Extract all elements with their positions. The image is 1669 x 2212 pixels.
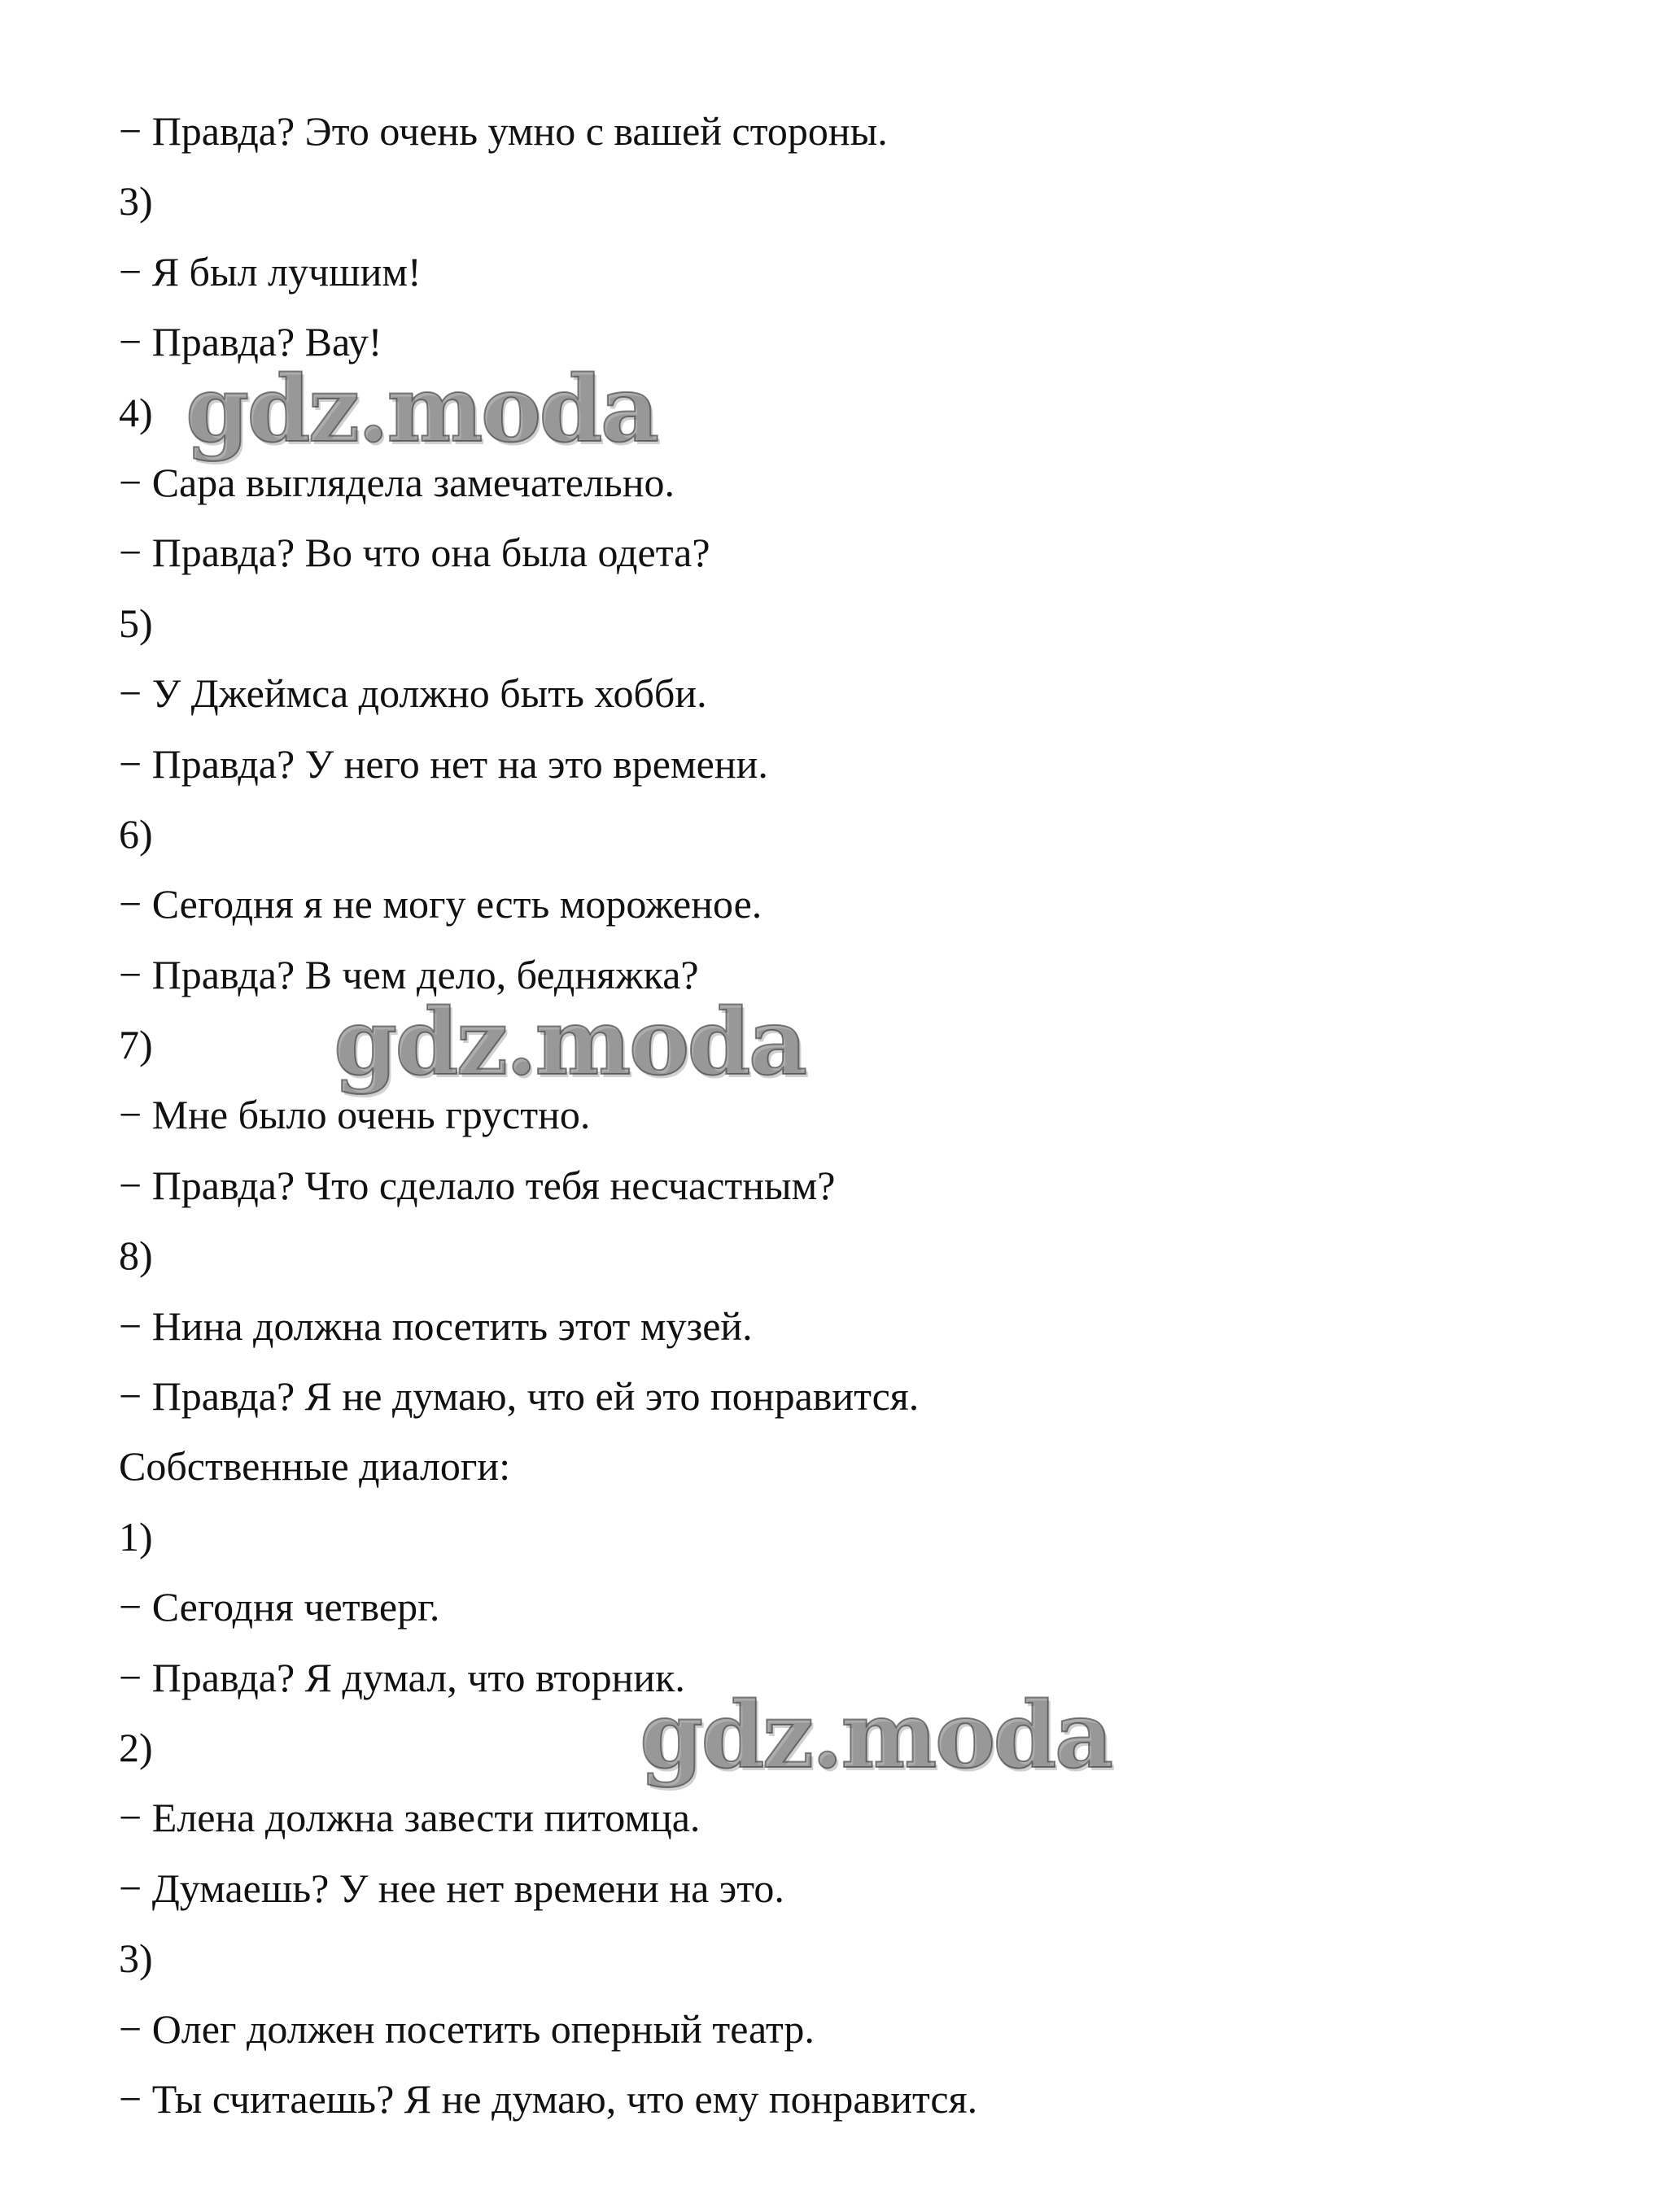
text-line: − Правда? Что сделало тебя несчастным? — [119, 1162, 836, 1208]
watermark: gdz.moda — [186, 356, 658, 463]
text-line: − Правда? У него нет на это времени. — [119, 740, 768, 787]
text-line: − Сара выглядела замечательно. — [119, 459, 675, 505]
text-line: − Думаешь? У нее нет времени на это. — [119, 1865, 784, 1911]
item-number: 4) — [119, 389, 153, 435]
item-number: 8) — [119, 1233, 153, 1279]
item-number: 1) — [119, 1513, 153, 1560]
text-line: − Нина должна посетить этот музей. — [119, 1302, 753, 1349]
text-line: − Правда? Я не думаю, что ей это понравится. — [119, 1373, 920, 1420]
text-line: − Мне было очень грустно. — [119, 1092, 591, 1138]
watermark: gdz.moda — [334, 989, 806, 1096]
text-line: − Правда? Это очень умно с вашей стороны. — [119, 108, 888, 154]
text-line: − Правда? Я думал, что вторник. — [119, 1654, 685, 1700]
text-line: − У Джеймса должно быть хобби. — [119, 670, 707, 717]
text-line: − Елена должна завести питомца. — [119, 1795, 701, 1841]
text-line: − Правда? Во что она была одета? — [119, 530, 710, 576]
text-line: − Правда? В чем дело, бедняжка? — [119, 951, 699, 997]
item-number: 2) — [119, 1724, 153, 1770]
section-heading: Собственные диалоги: — [119, 1443, 511, 1490]
text-line: − Правда? Вау! — [119, 319, 382, 365]
text-line: − Сегодня я не могу есть мороженое. — [119, 881, 762, 927]
item-number: 6) — [119, 810, 153, 857]
watermark: gdz.moda — [640, 1682, 1112, 1789]
item-number: 7) — [119, 1022, 153, 1068]
item-number: 5) — [119, 600, 153, 646]
item-number: 3) — [119, 178, 153, 225]
text-line: − Ты считаешь? Я не думаю, что ему понравится. — [119, 2075, 978, 2122]
text-line: − Сегодня четверг. — [119, 1584, 440, 1630]
text-line: − Олег должен посетить оперный театр. — [119, 2005, 815, 2052]
item-number: 3) — [119, 1935, 153, 1982]
text-line: − Я был лучшим! — [119, 248, 422, 294]
